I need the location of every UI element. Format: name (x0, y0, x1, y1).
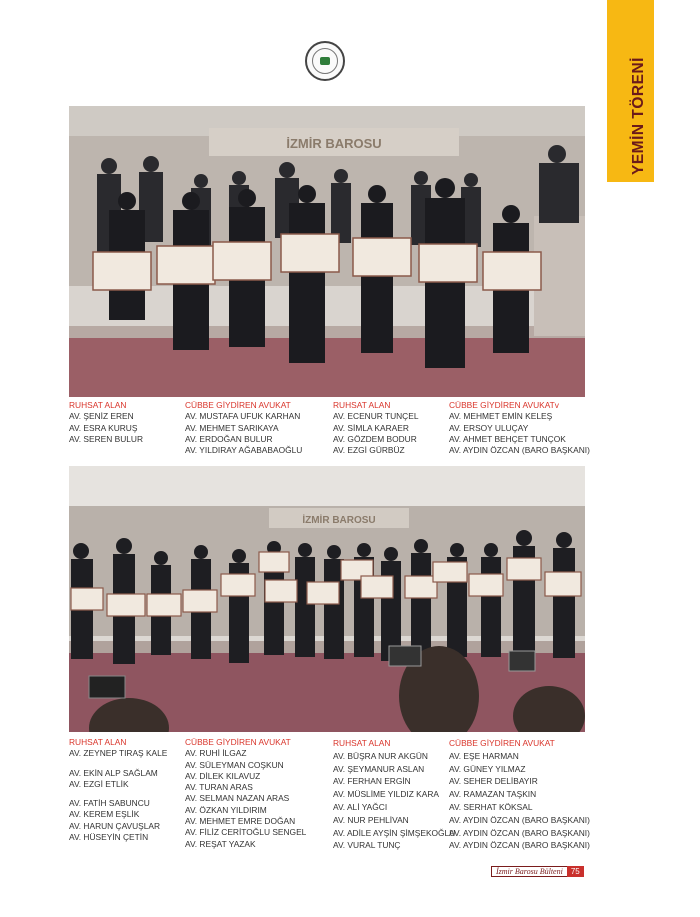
caption-header: RUHSAT ALAN (69, 737, 127, 747)
caption-line: AV. KEREM EŞLİK (69, 809, 140, 820)
caption-line: AV. BÜŞRA NUR AKGÜN (333, 750, 428, 761)
caption-line: AV. VURAL TUNÇ (333, 840, 401, 851)
caption-line: AV. EZGİ GÜRBÜZ (333, 445, 405, 456)
caption-line: AV. MUSTAFA UFUK KARHAN (185, 411, 301, 422)
caption-block2-col4 (449, 737, 590, 852)
caption-line: AV. FERHAN ERGİN (333, 776, 411, 787)
caption-line: AV. RAMAZAN TAŞKIN (449, 789, 537, 800)
caption-line: AV. SEHER DELİBAYIR (449, 776, 538, 787)
caption-line: AV. ŞEYMANUR ASLAN (333, 763, 425, 774)
photo1-banner: İZMİR BAROSU (286, 136, 382, 151)
logo-seal-ring (312, 48, 338, 74)
caption-line: AV. MÜSLİME YILDIZ KARA (333, 789, 439, 800)
caption-header: RUHSAT ALAN (333, 738, 391, 748)
caption-block1-col1 (69, 400, 143, 445)
caption-line: AV. DİLEK KILAVUZ (185, 770, 261, 781)
caption-line: AV. MEHMET EMRE DOĞAN (185, 816, 296, 827)
caption-line: AV. AHMET BEHÇET TUNÇOK (449, 433, 566, 444)
page-footer (491, 866, 584, 877)
photo2-banner: İZMİR BAROSU (302, 515, 376, 526)
caption-line: AV. ZEYNEP TIRAŞ KALE (69, 748, 168, 759)
ceremony-photo-1 (69, 106, 585, 397)
caption-line: AV. ECENUR TUNÇEL (333, 411, 419, 422)
caption-line: AV. NUR PEHLİVAN (333, 814, 409, 825)
caption-line: AV. FATİH SABUNCU (69, 798, 150, 809)
caption-line: AV. AYDIN ÖZCAN (BARO BAŞKANI) (449, 840, 590, 851)
caption-block2-col1 (69, 737, 167, 843)
caption-header: RUHSAT ALAN (333, 400, 391, 410)
caption-line: AV. SELMAN NAZAN ARAS (185, 793, 290, 804)
caption-line: AV. ÖZKAN YILDIRIM (185, 804, 267, 815)
caption-block1-col3 (333, 400, 418, 456)
caption-line: AV. AYDIN ÖZCAN (BARO BAŞKANI) (449, 814, 590, 825)
caption-line: AV. SEREN BULUR (69, 433, 144, 444)
caption-line: AV. SÜLEYMAN COŞKUN (185, 759, 284, 770)
logo-emblem (320, 57, 330, 65)
caption-block1-col2 (185, 400, 302, 456)
caption-block2-col3 (333, 737, 455, 852)
caption-line: AV. EŞE HARMAN (449, 750, 519, 761)
caption-line: AV. REŞAT YAZAK (185, 838, 256, 849)
caption-line: AV. TURAN ARAS (185, 782, 253, 793)
caption-spacer (69, 760, 167, 768)
caption-line: AV. HARUN ÇAVUŞLAR (69, 820, 161, 831)
caption-line: AV. ŞENİZ EREN (69, 411, 134, 422)
caption-block2-col2 (185, 737, 306, 850)
section-tab-label: YEMİN TÖRENİ (630, 57, 647, 175)
caption-line: AV. EKİN ALP SAĞLAM (69, 767, 158, 778)
caption-line: AV. AYDIN ÖZCAN (BARO BAŞKANI) (449, 445, 590, 456)
caption-spacer (69, 790, 167, 798)
ceremony-photo-2 (69, 466, 585, 732)
caption-header: CÜBBE GİYDİREN AVUKAT (185, 400, 291, 410)
caption-line: AV. EZGİ ETLİK (69, 778, 129, 789)
page-number: 75 (567, 866, 584, 877)
caption-line: AV. GÖZDEM BODUR (333, 433, 417, 444)
caption-line: AV. MEHMET SARIKAYA (185, 422, 279, 433)
caption-header: CÜBBE GİYDİREN AVUKAT (449, 738, 555, 748)
caption-line: AV. YILDIRAY AĞABABAOĞLU (185, 445, 303, 456)
caption-line: AV. AYDIN ÖZCAN (BARO BAŞKANI) (449, 827, 590, 838)
caption-header: RUHSAT ALAN (69, 400, 127, 410)
caption-header: CÜBBE GİYDİREN AVUKAT (185, 737, 291, 747)
publication-name: İzmir Barosu Bülteni (491, 866, 567, 877)
caption-line: AV. ALİ YAĞCI (333, 801, 388, 812)
caption-line: AV. ADİLE AYŞİN ŞİMŞEKOĞLU (333, 827, 456, 838)
caption-line: AV. FİLİZ CERİTOĞLU SENGEL (185, 827, 307, 838)
caption-line: AV. ERSOY ULUÇAY (449, 422, 529, 433)
caption-line: AV. RUHİ İLGAZ (185, 748, 247, 759)
caption-line: AV. MEHMET EMİN KELEŞ (449, 411, 553, 422)
caption-line: AV. GÜNEY YILMAZ (449, 763, 526, 774)
caption-block1-col4 (449, 400, 590, 456)
caption-line: AV. ESRA KURUŞ (69, 422, 138, 433)
caption-header: CÜBBE GİYDİREN AVUKATv (449, 400, 559, 410)
caption-line: AV. SERHAT KÖKSAL (449, 801, 533, 812)
caption-line: AV. SİMLA KARAER (333, 422, 409, 433)
caption-line: AV. ERDOĞAN BULUR (185, 433, 273, 444)
caption-line: AV. HÜSEYİN ÇETİN (69, 832, 149, 843)
bar-association-logo (305, 41, 345, 81)
